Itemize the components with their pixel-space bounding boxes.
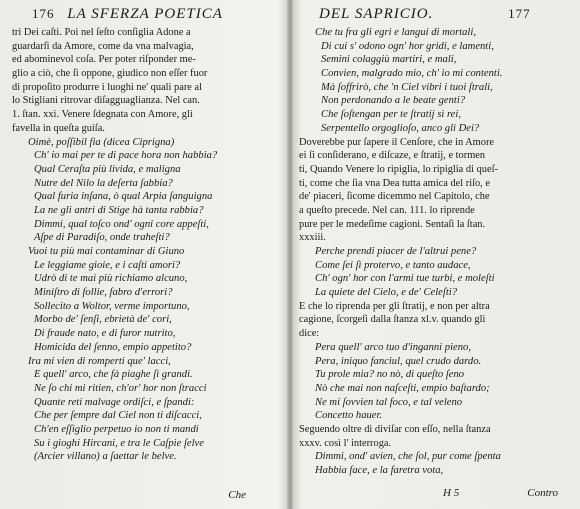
left-catchword: Che xyxy=(228,489,246,501)
right-page-text-line: La quiete del Cielo, e de' Celeſti? xyxy=(315,287,458,299)
left-page-number: 176 xyxy=(32,6,55,21)
left-page-text-line: Qual Ceraſta più livida, e maligna xyxy=(34,163,181,175)
left-page-text-line: Quante reti malvage ordiſci, e ſpandi: xyxy=(34,396,195,408)
left-page-text-line: Oimè, poſſibil fia (dicea Ciprigna) xyxy=(28,136,175,148)
right-page-text-line: Come ſei ſì protervo, e tanto audace, xyxy=(315,259,471,271)
left-page-text-line: Su i gioghi Hircani, e tra le Caſpie ſelve xyxy=(34,437,204,449)
right-page-header xyxy=(319,6,531,23)
right-page-text-line: xxxv. così l' interroga. xyxy=(299,437,392,449)
right-page-text-line: Che ſoſtengan per te ſtratij sì rei, xyxy=(321,109,461,121)
left-page-text-line: di propoſito produrre i luoghi ne' quali pare al xyxy=(12,81,203,93)
right-page-text-line: Seguendo oltre di diviſar con eſſo, nella ſtanza xyxy=(299,423,491,435)
left-running-title: LA SFERZA POETICA xyxy=(67,6,223,22)
left-page-text-line: Udrò di te mai più richiamo alcuno, xyxy=(34,273,188,285)
right-page-text-line: Pera, iniquo fanciul, quel crudo dardo. xyxy=(315,355,482,367)
left-page-text-line: Nutre del Nilo la deſerta ſabbia? xyxy=(34,177,173,189)
left-page-text-line: glio a ciò, che ſi oppone, giudico non eſſer fuor xyxy=(12,68,208,80)
left-page-text-line: Le leggiame gioie, e i caſti amori? xyxy=(34,259,181,271)
left-page-text-line: La ne gli antri di Stige hà tanta rabbia? xyxy=(34,204,204,216)
right-page-text-line: Non perdonando a le beate genti? xyxy=(321,95,466,107)
left-page-text-line: Che per ſempre dal Ciel non ti diſcacci, xyxy=(34,410,202,422)
right-page-text-line: a queſto precede. Nel can. 111. lo riprende xyxy=(299,204,475,216)
right-page-text-line: Dimmi, ond' avien, che ſol, pur come ſpenta xyxy=(315,451,501,463)
right-page-text-line: cagione, ſcorgeſi dalla ſtanza xl.v. quando gli xyxy=(299,314,486,326)
left-page-text-line: Homicida del ſenno, empio appetito? xyxy=(34,341,192,353)
right-page xyxy=(293,0,580,509)
right-page-text-line: xxxiii. xyxy=(299,232,326,244)
right-page-text-line: Serpentello orgoglioſo, anco gli Dei? xyxy=(321,122,480,134)
left-page-text xyxy=(12,26,282,464)
left-page-text-line: Ne ſo chi mi ritien, ch'or' hor non ſtracci xyxy=(34,382,207,394)
right-page-text-line: ti, Quando Venere lo ripiglia, lo ripiglia di queſ- xyxy=(299,163,498,175)
left-page-text-line: E quell' arco, che fà piaghe ſì grandi. xyxy=(34,369,193,381)
right-page-text-line: Pera quell' arco tuo d'inganni pieno, xyxy=(315,341,471,353)
left-page-text-line: Ira mi vien di romperti que' lacci, xyxy=(28,355,171,367)
right-page-text-line: Habbia face, e la faretra vota, xyxy=(315,465,444,476)
left-page-text-line: Ch'en eſſiglio perpetuo io non ti mandi xyxy=(34,423,199,435)
right-page-text-line: Tu prole mia? no nò, di queſto ſeno xyxy=(315,369,465,381)
left-page-text-line: Morbo de' ſenſi, ebrietà de' cori, xyxy=(34,314,172,326)
right-page-text-line: de' piaceri, ſicome dicemmo nel Capitolo, che xyxy=(299,191,490,203)
left-page-text-line: guardarſi da Amore, come da vna malvagia, xyxy=(12,40,194,52)
right-page-text-line: Perche prendi piacer de l'altrui pene? xyxy=(315,246,477,257)
left-page-text-line: Dimmi, qual toſco ond' ogni core appeſti, xyxy=(34,218,209,230)
right-page-text-line: pure per le medeſime cagioni. Sentaſi la ſtan. xyxy=(299,218,486,230)
left-page-text-line: Miniſtro di follie, fabro d'errori? xyxy=(34,287,173,299)
left-page-text-line: favella in queſta guiſa. xyxy=(12,122,105,134)
right-page-text-line: Di cui s' odono ogn' hor gridi, e lamenti, xyxy=(321,40,494,52)
right-page-text-line: Mà ſoffrirò, che 'n Ciel vibri i tuoi ſtrali, xyxy=(321,81,493,93)
right-page-text xyxy=(299,26,575,478)
left-page-text-line: Vuoi tu più mai contaminar di Giuno xyxy=(28,246,185,257)
left-page-text-line: Ch' io mai per te di pace hora non habbia? xyxy=(34,150,218,162)
right-page-text-line: Nò che mai non naſceſti, empio baſtardo; xyxy=(315,382,490,394)
right-page-text-line: dice: xyxy=(299,328,320,340)
right-page-text-line: Che tu fra gli egri e langui di mortali, xyxy=(315,27,476,38)
left-page-text-line: Di fraude nato, e di furor nutrito, xyxy=(34,328,176,340)
right-running-title: DEL SAPRICIO. xyxy=(319,6,434,22)
right-page-text-line: Ch' ogn' hor con l'armi tue turbi, e moleſti xyxy=(315,273,495,285)
right-page-number: 177 xyxy=(508,6,531,21)
right-page-text-line: Semini colaggiù martiri, e mali, xyxy=(321,54,457,66)
right-catchword: Contro xyxy=(527,487,558,499)
left-page-text-line: Sollecito a Woltor, verme importuno, xyxy=(34,300,190,312)
left-page-text-line: lo Stigliani ritrovar diſagguaglianza. Nel can. xyxy=(12,95,200,107)
left-page-header xyxy=(32,6,223,23)
signature-mark: H 5 xyxy=(443,487,460,499)
right-page-text-line: ti, come che ſia vna Dea tutta amica del riſo, e xyxy=(299,177,490,189)
left-page-text-line: Aſpe di Paradiſo, onde traheſti? xyxy=(34,232,170,244)
right-page-text-line: Concetto hauer. xyxy=(315,410,383,422)
right-page-text-line: Ne mi ſovvien tal foco, e tal veleno xyxy=(315,396,463,408)
left-page-text-line: Qual furia inſana, ò qual Arpia ſanguigna xyxy=(34,191,213,203)
right-page-text-line: Doverebbe pur ſapere il Cenſore, che in Amore xyxy=(299,136,495,148)
right-page-text-line: E che lo riprenda per gli ſtratij, e non per altra xyxy=(299,300,490,312)
left-page-text-line: (Arcier villano) a ſaettar le belve. xyxy=(34,451,177,463)
left-page xyxy=(0,0,288,509)
right-page-text-line: Convien, malgrado mio, ch' io mi contenti. xyxy=(321,68,503,80)
right-page-text-line: ei ſi conſiderano, e diſcaze, e ſtratij, e tormen xyxy=(299,150,486,162)
left-page-text-line: 1. ſtan. xxi. Venere ſdegnata con Amore, gli xyxy=(12,109,193,121)
left-page-text-line: ed abominevol coſa. Per poter riſponder me- xyxy=(12,54,196,66)
left-page-text-line: tri Dei caſti. Poi nel ſeſto conſiglia Adone a xyxy=(12,27,191,38)
right-page-footer xyxy=(293,487,580,503)
